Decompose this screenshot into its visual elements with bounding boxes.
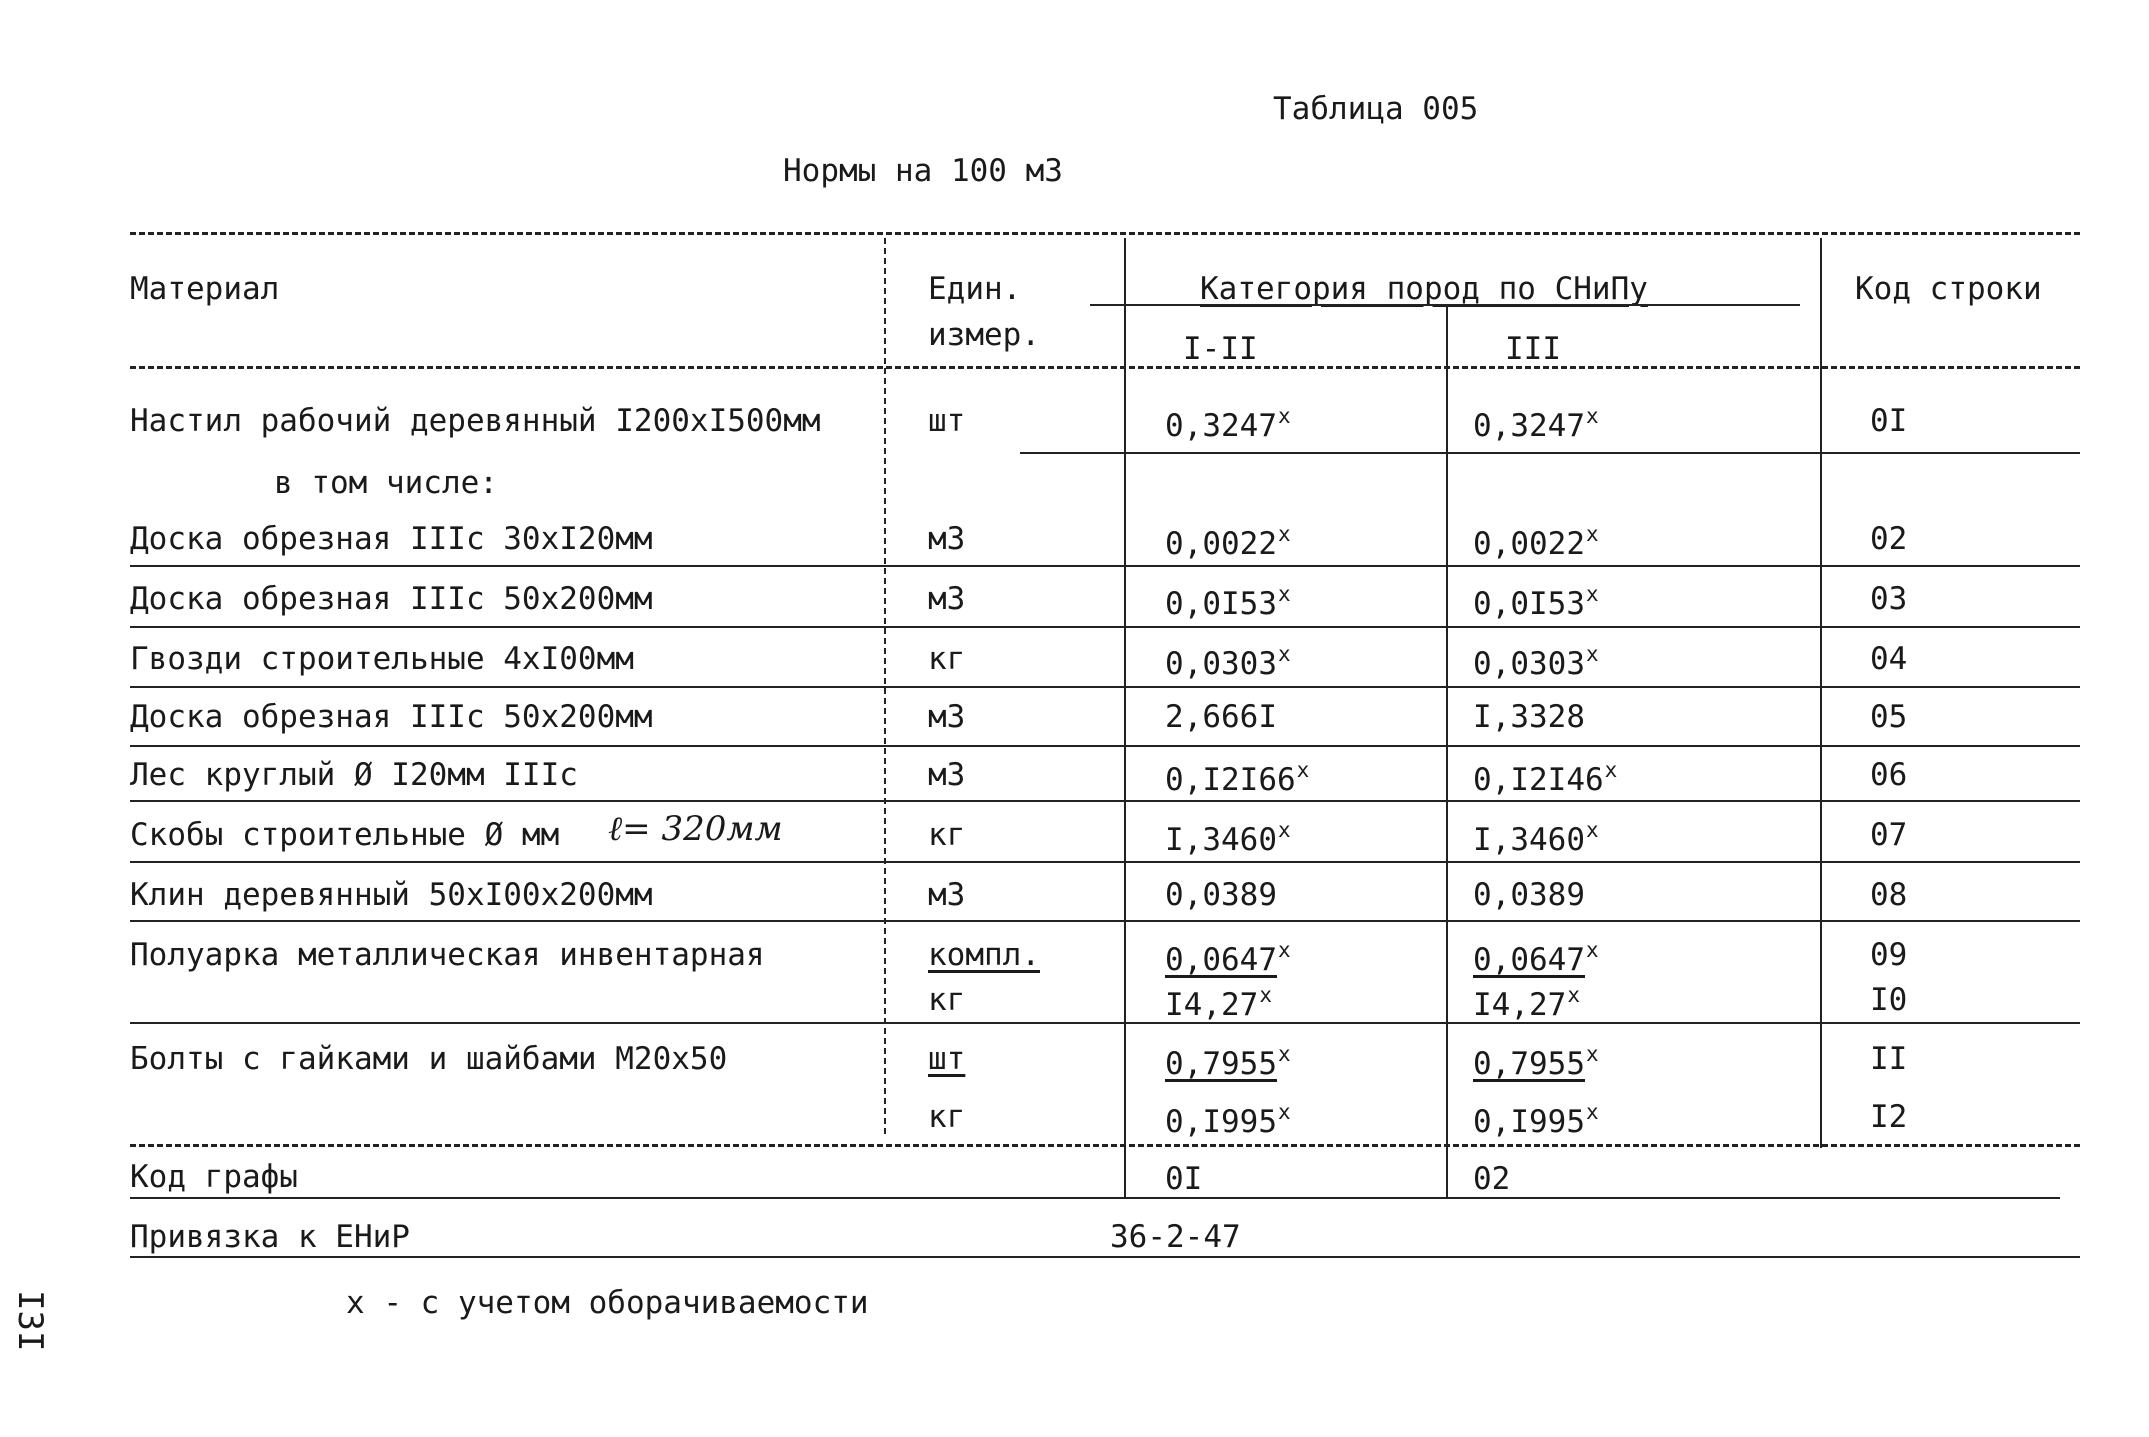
row-divider bbox=[130, 626, 2080, 628]
col-code-label: Код графы bbox=[130, 1159, 298, 1195]
binding-label: Привязка к ЕНиР bbox=[130, 1219, 410, 1255]
row-value-cat1: 0,0022$^x$ bbox=[1165, 522, 1291, 562]
vline-cat1-left bbox=[1124, 238, 1126, 1198]
row-name: Доска обрезная IIIс 50x200мм bbox=[130, 581, 653, 617]
row-divider bbox=[130, 565, 2080, 567]
category-underline bbox=[1090, 304, 1800, 306]
footnote: x - с учетом оборачиваемости bbox=[346, 1285, 869, 1321]
row-unit: м3 bbox=[928, 877, 966, 913]
footer-bottom-line bbox=[130, 1256, 2080, 1258]
row-divider bbox=[130, 800, 2080, 802]
row-unit: м3 bbox=[928, 521, 966, 557]
row-value-cat2: I,3460$^x$ bbox=[1473, 818, 1599, 858]
row-code: 02 bbox=[1870, 521, 1908, 557]
row-unit: компл. bbox=[928, 937, 1040, 973]
row-value-cat2: 0,3247$^x$ bbox=[1473, 404, 1599, 444]
row-value-cat1: I,3460$^x$ bbox=[1165, 818, 1291, 858]
row-code-secondary: I0 bbox=[1870, 982, 1908, 1018]
binding-value: 36-2-47 bbox=[1110, 1219, 1241, 1255]
row-value-cat2-secondary: 0,I995$^x$ bbox=[1473, 1100, 1599, 1140]
col-header-material: Материал bbox=[130, 271, 280, 307]
row-name: Настил рабочий деревянный I200xI500мм bbox=[130, 403, 821, 439]
row-code: 03 bbox=[1870, 581, 1908, 617]
row-name-extra: ℓ= 320мм bbox=[608, 809, 783, 849]
row-value-cat2: 0,0647$^x$ bbox=[1473, 938, 1599, 978]
row-code: 06 bbox=[1870, 757, 1908, 793]
row-value-cat1: 0,0I53$^x$ bbox=[1165, 582, 1291, 622]
row-unit: кг bbox=[928, 641, 966, 677]
vline-cat2-left bbox=[1446, 305, 1448, 1198]
col-header-cat-1: I-II bbox=[1183, 331, 1258, 367]
row-code: 04 bbox=[1870, 641, 1908, 677]
row-code: 0I bbox=[1870, 403, 1908, 439]
vline-code-left bbox=[1820, 238, 1822, 1148]
row-value-cat1: 0,I2I66$^x$ bbox=[1165, 758, 1310, 798]
row-name: Доска обрезная IIIс 50x200мм bbox=[130, 699, 653, 735]
row-value-cat1: 0,7955$^x$ bbox=[1165, 1042, 1291, 1082]
col-header-row-code: Код строки bbox=[1855, 271, 2042, 307]
row-subheading: в том числе: bbox=[274, 465, 498, 501]
row-value-cat1: 0,0389 bbox=[1165, 877, 1277, 913]
row-divider bbox=[130, 686, 2080, 688]
row-value-cat2: 0,0303$^x$ bbox=[1473, 642, 1599, 682]
row-value-cat2: 0,0389 bbox=[1473, 877, 1585, 913]
page-number: I3I bbox=[10, 1290, 50, 1352]
footer-divider bbox=[130, 1197, 2060, 1199]
row-unit: шт bbox=[928, 403, 966, 439]
col-header-unit-2: измер. bbox=[928, 317, 1040, 353]
row-value-cat2: 0,7955$^x$ bbox=[1473, 1042, 1599, 1082]
col-header-unit-1: Един. bbox=[928, 271, 1022, 307]
col-code-2: 02 bbox=[1473, 1161, 1511, 1197]
row-value-cat1-secondary: 0,I995$^x$ bbox=[1165, 1100, 1291, 1140]
row-code: 07 bbox=[1870, 817, 1908, 853]
row-unit: кг bbox=[928, 817, 966, 853]
row-value-cat1: 0,0647$^x$ bbox=[1165, 938, 1291, 978]
col-header-category: Категория пород по СНиПу bbox=[1200, 271, 1648, 307]
row-name: Лес круглый Ø I20мм IIIс bbox=[130, 757, 578, 793]
row-unit-secondary: кг bbox=[928, 982, 966, 1018]
row-name: Полуарка металлическая инвентарная bbox=[130, 937, 765, 973]
row-value-cat1: 0,3247$^x$ bbox=[1165, 404, 1291, 444]
row-unit: м3 bbox=[928, 581, 966, 617]
row-value-cat1-secondary: I4,27$^x$ bbox=[1165, 983, 1272, 1023]
row-code: II bbox=[1870, 1041, 1908, 1077]
row-name: Гвозди строительные 4xI00мм bbox=[130, 641, 634, 677]
row-unit: шт bbox=[928, 1041, 966, 1077]
table-body-bottom bbox=[130, 1144, 2080, 1147]
row-name: Болты с гайками и шайбами М20x50 bbox=[130, 1041, 728, 1077]
row-value-cat2-secondary: I4,27$^x$ bbox=[1473, 983, 1580, 1023]
header-bottom-border bbox=[130, 366, 2080, 369]
row-value-cat2: I,3328 bbox=[1473, 699, 1585, 735]
row-divider bbox=[1020, 452, 2080, 454]
row-code: 08 bbox=[1870, 877, 1908, 913]
row-value-cat2: 0,I2I46$^x$ bbox=[1473, 758, 1618, 798]
row-name: Доска обрезная IIIс 30xI20мм bbox=[130, 521, 653, 557]
row-divider bbox=[130, 861, 2080, 863]
row-value-cat1: 0,0303$^x$ bbox=[1165, 642, 1291, 682]
row-divider bbox=[130, 1022, 2080, 1024]
row-name: Клин деревянный 50xI00x200мм bbox=[130, 877, 653, 913]
row-divider bbox=[130, 920, 2080, 922]
row-code-secondary: I2 bbox=[1870, 1099, 1908, 1135]
row-value-cat2: 0,0022$^x$ bbox=[1473, 522, 1599, 562]
table-number: Таблица 005 bbox=[1273, 91, 1479, 127]
row-unit: м3 bbox=[928, 699, 966, 735]
row-code: 05 bbox=[1870, 699, 1908, 735]
col-code-1: 0I bbox=[1165, 1161, 1203, 1197]
row-unit-secondary: кг bbox=[928, 1099, 966, 1135]
row-unit: м3 bbox=[928, 757, 966, 793]
row-value-cat1: 2,666I bbox=[1165, 699, 1277, 735]
row-name: Скобы строительные Ø мм bbox=[130, 817, 560, 853]
row-value-cat2: 0,0I53$^x$ bbox=[1473, 582, 1599, 622]
table-top-border bbox=[130, 232, 2080, 235]
row-code: 09 bbox=[1870, 937, 1908, 973]
norms-title: Нормы на 100 м3 bbox=[783, 153, 1063, 189]
row-divider bbox=[130, 745, 2080, 747]
col-header-cat-2: III bbox=[1505, 331, 1561, 367]
